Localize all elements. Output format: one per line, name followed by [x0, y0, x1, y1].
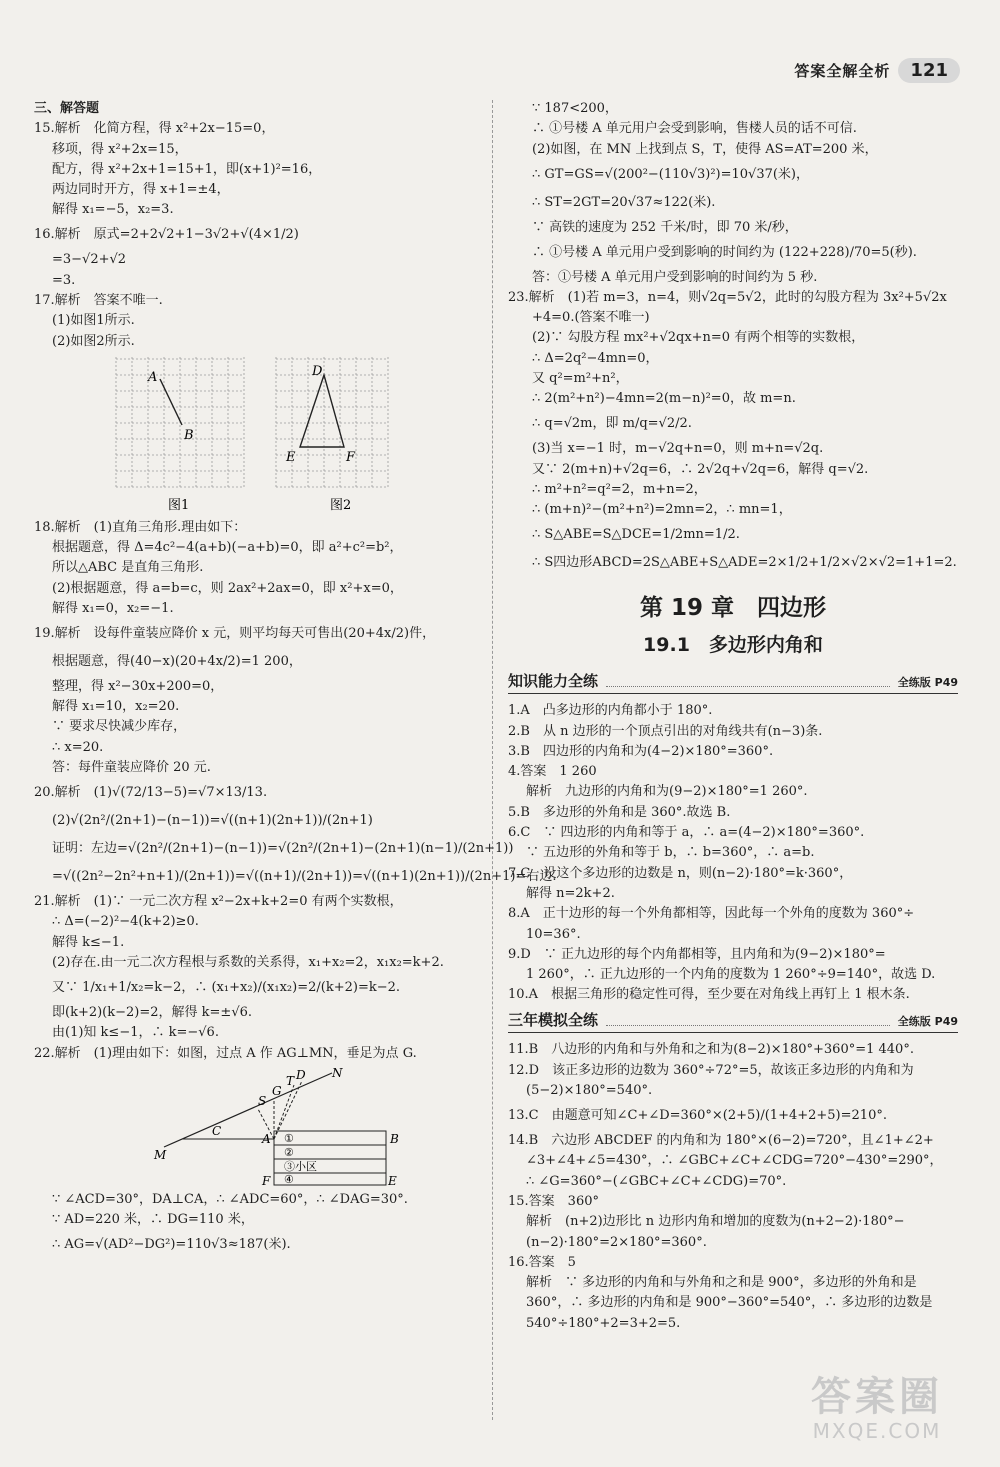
answer-line: 解析 九边形的内角和为(9−2)×180°=1 260°.: [526, 784, 808, 800]
answer-line: 15.解析 化简方程，得 x²+2x−15=0，: [34, 121, 275, 137]
grid-figures: [104, 357, 484, 515]
answer-15: [34, 120, 484, 219]
answer-line: ∴ ST=2GT=20√37≈122(米).: [532, 194, 716, 210]
railway-figure: [154, 1067, 484, 1187]
section-title: 三、解答题: [34, 101, 100, 116]
answer-line: (2)∵ 勾股方程 mx²+√2qx+n=0 有两个相等的实数根，: [532, 330, 865, 346]
answer-line: 答：①号楼 A 单元用户受到影响的时间约为 5 秒.: [532, 269, 818, 285]
answer-line: (2)根据题意，得 a=b=c，则 2ax²+2ax=0，即 x²+x=0，: [52, 580, 403, 596]
header-title: 答案全解全析: [794, 62, 891, 80]
label-m: M: [154, 1147, 167, 1162]
triangle-def: [300, 375, 344, 447]
label-e2: E: [388, 1173, 397, 1188]
answer-line: 2.B 从 n 边形的一个顶点引出的对角线共有(n−3)条.: [508, 723, 823, 739]
answer-line: 解得 k≤−1.: [52, 934, 125, 950]
building-3-label: ③小区: [284, 1159, 317, 1173]
answer-18: [34, 519, 484, 618]
answer-line: ∴ AG=√(AD²−DG²)=110√3≈187(米).: [52, 1236, 291, 1252]
answer-line: 答：每件童装应降价 20 元.: [52, 760, 211, 776]
watermark-text: 答案圈: [811, 1374, 943, 1420]
answer-line: 解得 x₁=10，x₂=20.: [52, 699, 180, 715]
column-divider: [492, 100, 493, 1420]
answer-line: 1.A 凸多边形的内角都小于 180°.: [508, 703, 713, 719]
answer-line: ∴ ①号楼 A 单元用户会受到影响，售楼人员的话不可信.: [532, 121, 857, 137]
knowledge-answers: [508, 702, 958, 1004]
answer-line: 即(k+2)(k−2)=2，解得 k=±√6.: [52, 1004, 253, 1020]
answer-line: 7.C 设这个多边形的边数是 n，则(n−2)·180°=k·360°，: [508, 865, 853, 881]
answer-line: ∠3+∠4+∠5=430°，∴ ∠GBC+∠C+∠CDG=720°−430°=290°，: [526, 1153, 943, 1169]
answer-line: 根据题意，得(40−x)(20+4x/2)=1 200，: [52, 653, 302, 669]
section-bar-title: 三年模拟全练: [508, 1011, 599, 1030]
answer-line: 证明：左边=√(2n²/(2n+1)−(n−1))=√(2n²/(2n+1)−(2n+1)(n−1)/(2n+1)): [52, 841, 514, 857]
answer-line: 5.B 多边形的外角和是 360°.故选 B.: [508, 804, 731, 820]
label-s: S: [258, 1093, 267, 1108]
figure-1-caption: 图1: [168, 497, 190, 513]
answer-line: 22.解析 (1)理由如下：如图，过点 A 作 AG⊥MN，垂足为点 G.: [34, 1045, 417, 1061]
answer-line: (3)当 x=−1 时，m−√2q+n=0，则 m+n=√2q.: [532, 441, 824, 457]
section-bar-ref: 全练版 P49: [897, 1015, 958, 1029]
grid-figures-svg: [104, 357, 404, 515]
answer-line: 9.D ∵ 正九边形的每个内角都相等，且内角和为(9−2)×180°=: [508, 946, 886, 962]
label-g: G: [272, 1083, 282, 1098]
answer-line: 根据题意，得 Δ=4c²−4(a+b)(−a+b)=0，即 a²+c²=b²，: [52, 539, 403, 555]
answer-16: [34, 223, 484, 289]
answer-line: 23.解析 (1)若 m=3，n=4，则√2q=5√2，此时的勾股方程为 3x²+5√2x: [508, 289, 947, 305]
answer-line: ∴ ∠G=360°−(∠GBC+∠C+∠CDG)=70°.: [526, 1173, 787, 1189]
answer-line: 8.A 正十边形的每一个外角都相等，因此每一个外角的度数为 360°÷: [508, 906, 915, 922]
answer-line: 13.C 由题意可知∠C+∠D=360°×(2+5)/(1+4+2+5)=210°.: [508, 1108, 887, 1124]
answer-line: 整理，得 x²−30x+200=0，: [52, 678, 224, 694]
watermark-url: MXQE.COM: [812, 1419, 942, 1443]
answer-22: [34, 1045, 484, 1257]
section-heading: 19.1 多边形内角和: [643, 634, 823, 657]
answer-line: 两边同时开方，得 x+1=±4，: [52, 182, 230, 198]
answer-line: (5−2)×180°=540°.: [526, 1083, 653, 1099]
answer-line: =3−√2+√2: [52, 252, 127, 268]
answer-line: 1 260°，∴ 正九边形的一个内角的度数为 1 260°÷9=140°，故选 D.: [526, 967, 936, 983]
answer-line: 由(1)知 k≤−1，∴ k=−√6.: [52, 1025, 219, 1041]
line-mn: [164, 1073, 332, 1147]
label-d: D: [312, 363, 323, 379]
answer-line: 14.B 六边形 ABCDEF 的内角和为 180°×(6−2)=720°，且∠1+∠2+: [508, 1133, 934, 1149]
answer-line: ∴ GT=GS=√(200²−(110√3)²)=10√37(米)，: [532, 166, 810, 182]
label-b2: B: [390, 1131, 399, 1146]
answer-line: 又∵ 2(m+n)+√2q=6，∴ 2√2q+√2q=6，解得 q=√2.: [532, 461, 869, 477]
answer-line: ∴ 2(m²+n²)−4mn=2(m−n)²=0，故 m=n.: [532, 391, 796, 407]
answer-line: ∵ 187<200，: [532, 101, 618, 116]
answer-line: ∴ Δ=2q²−4mn=0，: [532, 350, 659, 366]
answer-line: 6.C ∵ 四边形的内角和等于 a，∴ a=(4−2)×180°=360°.: [508, 825, 865, 841]
label-d2: D: [296, 1067, 306, 1082]
page-number: 121: [898, 58, 960, 83]
building-2-label: ②: [284, 1145, 294, 1159]
label-f2: F: [262, 1173, 271, 1188]
answer-line: 360°，∴ 多边形的内角和是 900°−360°=540°，∴ 多边形的边数是: [526, 1295, 933, 1311]
section-bar-title: 知识能力全练: [508, 672, 599, 691]
answer-line: 解得 x₁=−5，x₂=3.: [52, 202, 174, 218]
label-n: N: [332, 1065, 343, 1080]
answer-line: 所以△ABC 是直角三角形.: [52, 560, 204, 576]
answer-line: =3.: [52, 272, 76, 288]
answer-line: +4=0.(答案不唯一): [532, 310, 650, 326]
answer-line: (n−2)·180°=2×180°=360°.: [526, 1234, 707, 1250]
answer-line: ∵ ∠ACD=30°，DA⊥CA，∴ ∠ADC=60°，∴ ∠DAG=30°.: [52, 1191, 408, 1207]
answer-line: 21.解析 (1)∵ 一元二次方程 x²−2x+k+2=0 有两个实数根，: [34, 894, 403, 910]
label-f: F: [346, 449, 356, 465]
answer-line: 16.解析 原式=2+2√2+1−3√2+√(4×1/2): [34, 227, 299, 243]
answer-line: 4.答案 1 260: [508, 764, 597, 780]
answer-line: 解析 ∵ 多边形的内角和与外角和之和是 900°，多边形的外角和是: [526, 1275, 917, 1291]
answer-line: ∴ ①号楼 A 单元用户受到影响的时间约为 (122+228)/70=5(秒).: [532, 244, 917, 260]
answer-line: (2)√(2n²/(2n+1)−(n−1))=√((n+1)(2n+1))/(2n+1): [52, 813, 373, 829]
answer-line: (2)如图2所示.: [52, 333, 135, 349]
answer-line: ∴ q=√2m，即 m/q=√2/2.: [532, 416, 692, 432]
building-1-label: ①: [284, 1131, 294, 1145]
answer-line: 解得 n=2k+2.: [526, 885, 615, 901]
answer-line: ∵ AD=220 米，∴ DG=110 米，: [52, 1211, 254, 1227]
section-bar-knowledge: [508, 671, 958, 694]
answer-21: [34, 893, 484, 1042]
answer-17: [34, 292, 484, 351]
answer-line: 16.答案 5: [508, 1254, 576, 1270]
answer-line: 解得 x₁=0，x₂=−1.: [52, 600, 174, 616]
answer-line: 又∵ 1/x₁+1/x₂=k−2，∴ (x₁+x₂)/(x₁x₂)=2/(k+2)=k−2.: [52, 979, 401, 995]
answer-line: ∴ S△ABE=S△DCE=1/2mn=1/2.: [532, 527, 740, 543]
answer-line: ∴ S四边形ABCD=2S△ABE+S△ADE=2×1/2+1/2×√2×√2=1+1=2.: [532, 555, 957, 571]
section-bar-leader: [606, 1025, 890, 1026]
chapter-title: 第 19 章 四边形: [639, 595, 827, 622]
grid-figure-2: [276, 357, 388, 487]
answer-22-continued: [508, 100, 958, 287]
label-c: C: [212, 1123, 222, 1138]
label-e: E: [286, 449, 296, 465]
answer-line: 10.A 根据三角形的稳定性可得，至少要在对角线上再钉上 1 根木条.: [508, 987, 910, 1003]
section-bar-mock: [508, 1010, 958, 1033]
label-t: T: [286, 1073, 295, 1088]
answer-line: ∴ Δ=(−2)²−4(k+2)≥0.: [52, 914, 199, 930]
answer-line: 又 q²=m²+n²，: [532, 371, 629, 387]
railway-figure-svg: [154, 1065, 399, 1188]
answer-line: 10=36°.: [526, 926, 581, 942]
answer-line: 18.解析 (1)直角三角形.理由如下：: [34, 519, 247, 535]
right-column: [508, 100, 958, 1335]
watermark-logo: [782, 1375, 972, 1447]
answer-line: (2)如图，在 MN 上找到点 S，T，使得 AS=AT=200 米，: [532, 141, 878, 157]
section-bar-leader: [606, 686, 890, 687]
answer-line: 20.解析 (1)√(72/13−5)=√7×13/13.: [34, 785, 268, 801]
answer-line: 移项，得 x²+2x=15，: [52, 141, 188, 157]
answer-line: 3.B 四边形的内角和为(4−2)×180°=360°.: [508, 743, 774, 759]
answer-20: [34, 781, 557, 889]
answer-line: 12.D 该正多边形的边数为 360°÷72°=5，故该正多边形的内角和为: [508, 1062, 914, 1078]
answer-line: ∴ (m+n)²−(m²+n²)=2mn=2，∴ mn=1，: [532, 502, 792, 518]
answer-line: 15.答案 360°: [508, 1193, 599, 1209]
answer-line: 配方，得 x²+2x+1=15+1，即(x+1)²=16，: [52, 161, 322, 177]
label-b: B: [184, 427, 194, 443]
building-4-label: ④: [284, 1172, 294, 1186]
answer-19: [34, 622, 484, 777]
answer-line: (1)如图1所示.: [52, 313, 135, 329]
answer-line: 解析 (n+2)边形比 n 边形内角和增加的度数为(n+2−2)·180°−: [526, 1214, 905, 1230]
segment-ab: [160, 379, 182, 425]
answer-line: 19.解析 设每件童装应降价 x 元，则平均每天可售出(20+4x/2)件，: [34, 625, 436, 641]
answer-line: (2)存在.由一元二次方程根与系数的关系得，x₁+x₂=2，x₁x₂=k+2.: [52, 954, 444, 970]
answer-line: 17.解析 答案不唯一.: [34, 293, 163, 309]
answer-line: ∵ 五边形的外角和等于 b，∴ b=360°，∴ a=b.: [526, 845, 815, 861]
answer-23: [508, 289, 958, 575]
answer-line: =√((2n²−2n²+n+1)/(2n+1))=√((n+1)/(2n+1))=√((n+1)(2n+1))/(2n+1)=右边.: [52, 869, 557, 885]
label-a2: A: [262, 1131, 271, 1146]
figure-2-caption: 图2: [330, 497, 352, 513]
label-a: A: [148, 369, 158, 385]
answer-line: 540°÷180°+2=3+2=5.: [526, 1315, 681, 1331]
answer-line: ∴ x=20.: [52, 739, 104, 755]
answer-line: ∵ 要求尽快减少库存，: [52, 719, 187, 735]
section-bar-ref: 全练版 P49: [897, 676, 958, 690]
answer-line: 11.B 八边形的内角和与外角和之和为(8−2)×180°+360°=1 440°.: [508, 1042, 914, 1058]
page-header: [794, 58, 960, 83]
answer-line: ∴ m²+n²=q²=2，m+n=2，: [532, 481, 707, 497]
mock-answers: [508, 1041, 958, 1332]
answer-line: ∵ 高铁的速度为 252 千米/时，即 70 米/秒，: [532, 219, 798, 235]
